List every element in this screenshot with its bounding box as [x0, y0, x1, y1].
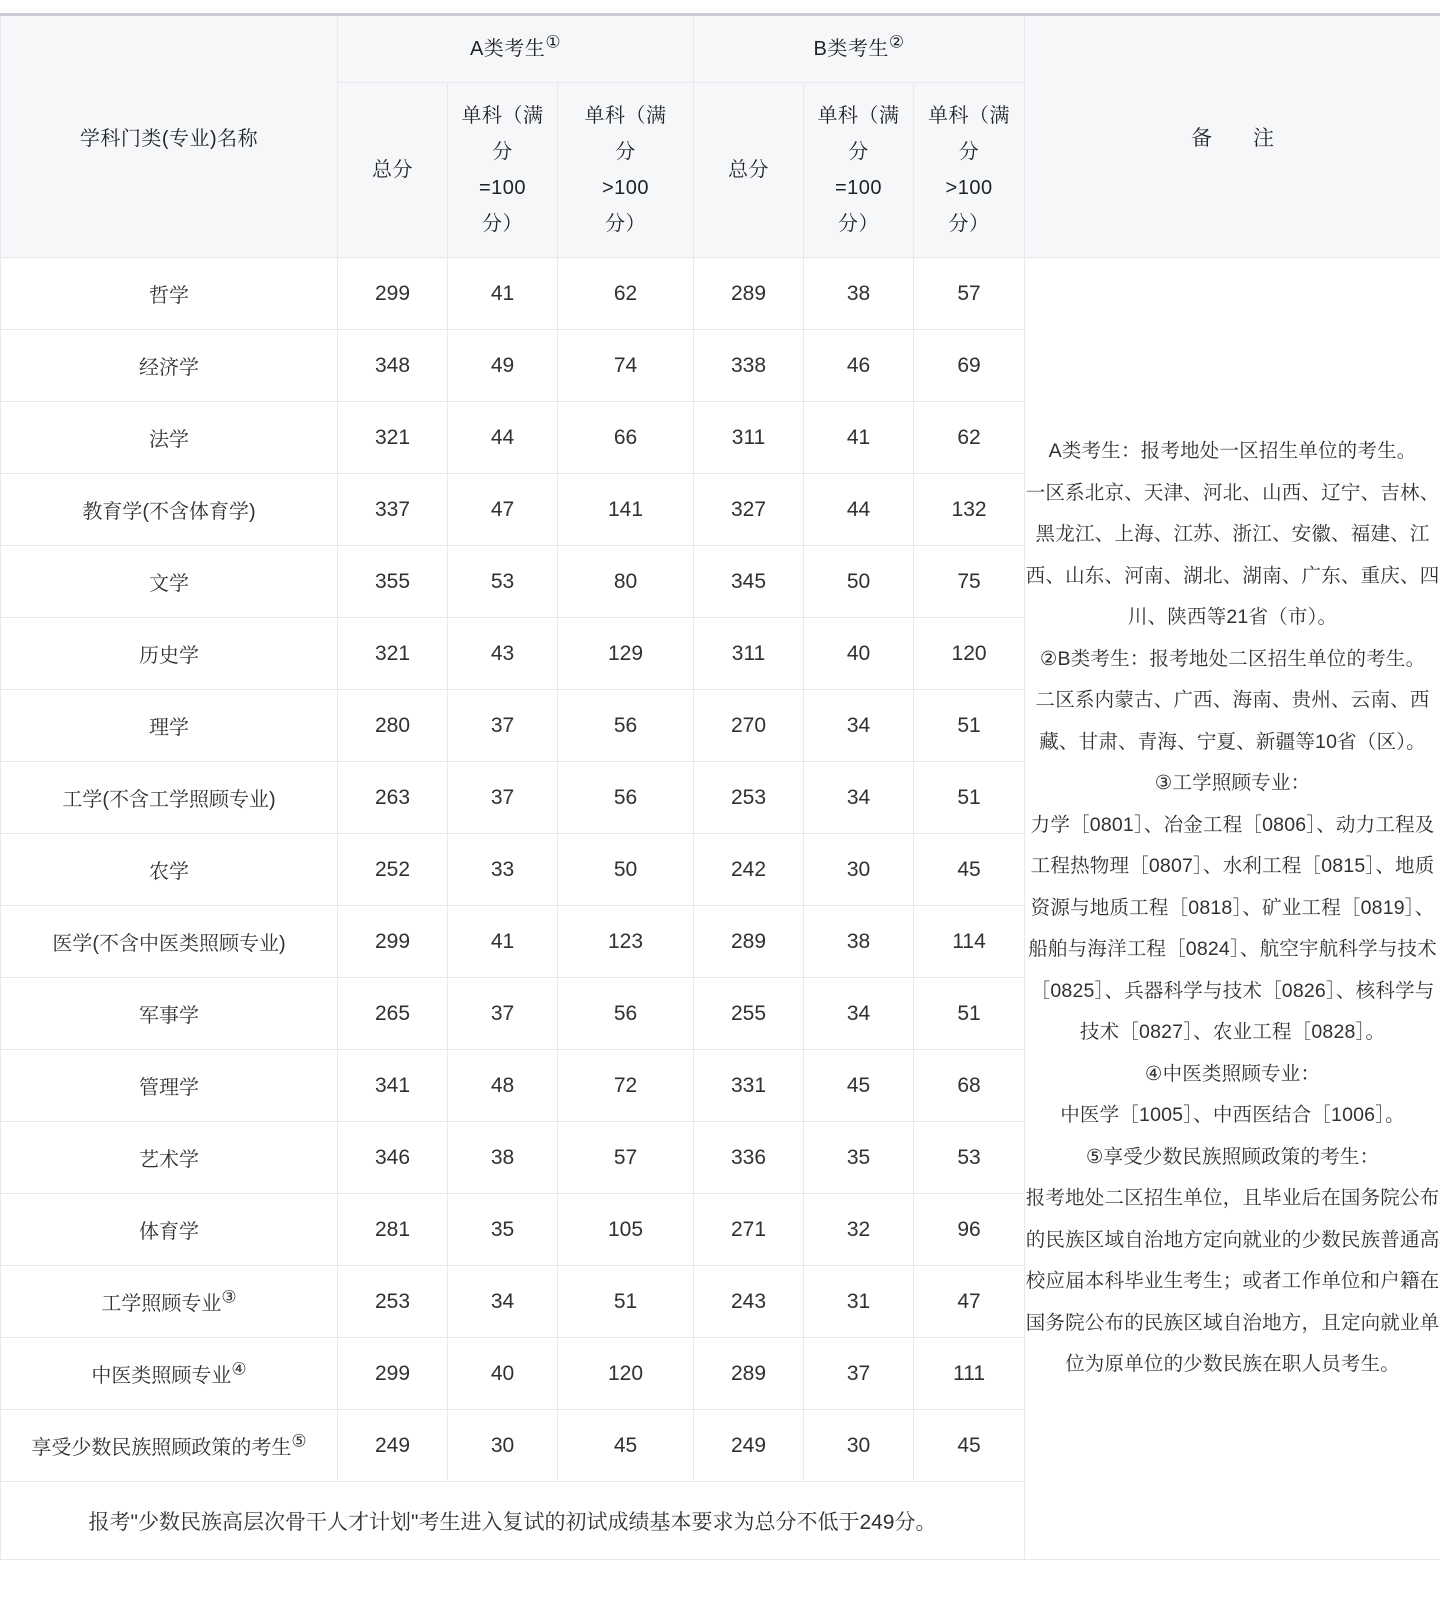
note-paragraph-1: A类考生：报考地处一区招生单位的考生。: [1048, 440, 1417, 463]
row-a-total: 252: [338, 834, 448, 906]
row-a-single-eq100: 41: [448, 258, 558, 330]
header-group-a-footnote-mark: ①: [545, 32, 562, 52]
row-a-single-gt100: 129: [558, 618, 694, 690]
row-b-total: 249: [694, 1410, 804, 1482]
row-a-single-eq100: 40: [448, 1338, 558, 1410]
row-subject-name: 艺术学: [1, 1122, 338, 1194]
row-b-total: 289: [694, 906, 804, 978]
row-b-single-eq100: 45: [804, 1050, 914, 1122]
row-subject-name: 哲学: [1, 258, 338, 330]
row-subject-name: 中医类照顾专业④: [1, 1338, 338, 1410]
row-a-total: 337: [338, 474, 448, 546]
row-a-single-eq100: 37: [448, 762, 558, 834]
header-b-single-eq100-l4: 分）: [838, 213, 880, 235]
row-a-total: 263: [338, 762, 448, 834]
row-a-single-gt100: 105: [558, 1194, 694, 1266]
header-a-single-gt100-l4: 分）: [605, 213, 647, 235]
row-a-single-gt100: 51: [558, 1266, 694, 1338]
row-a-single-eq100: 38: [448, 1122, 558, 1194]
header-b-single-eq100: [804, 83, 914, 258]
note-paragraph-9: ⑤享受少数民族照顾政策的考生：: [1085, 1145, 1380, 1168]
header-group-b: [694, 15, 1025, 83]
row-b-single-gt100: 45: [914, 1410, 1025, 1482]
row-a-total: 321: [338, 618, 448, 690]
row-a-single-eq100: 35: [448, 1194, 558, 1266]
row-a-single-eq100: 47: [448, 474, 558, 546]
header-a-total: 总分: [338, 83, 448, 258]
row-a-single-gt100: 72: [558, 1050, 694, 1122]
table-header-row-groups: [1, 15, 1440, 83]
row-b-single-gt100: 114: [914, 906, 1025, 978]
row-b-single-eq100: 46: [804, 330, 914, 402]
row-subject-name: 医学(不含中医类照顾专业): [1, 906, 338, 978]
row-b-single-eq100: 34: [804, 762, 914, 834]
row-b-single-eq100: 44: [804, 474, 914, 546]
row-b-total: 336: [694, 1122, 804, 1194]
row-a-single-eq100: 34: [448, 1266, 558, 1338]
header-b-single-gt100-l1: 单科（满: [928, 105, 1011, 127]
header-b-single-eq100-l2: 分: [848, 141, 869, 163]
row-a-single-gt100: 62: [558, 258, 694, 330]
row-b-single-eq100: 37: [804, 1338, 914, 1410]
row-b-single-gt100: 45: [914, 834, 1025, 906]
row-a-single-gt100: 45: [558, 1410, 694, 1482]
row-a-single-gt100: 50: [558, 834, 694, 906]
row-subject-name: 法学: [1, 402, 338, 474]
row-b-total: 243: [694, 1266, 804, 1338]
row-a-single-gt100: 120: [558, 1338, 694, 1410]
row-b-total: 255: [694, 978, 804, 1050]
row-a-total: 280: [338, 690, 448, 762]
row-a-single-gt100: 56: [558, 690, 694, 762]
row-subject-name: 管理学: [1, 1050, 338, 1122]
header-a-single-gt100: [558, 83, 694, 258]
row-a-single-gt100: 66: [558, 402, 694, 474]
header-group-b-label: B类考生: [813, 38, 889, 60]
row-b-total: 311: [694, 402, 804, 474]
row-subject-footnote-mark: ⑤: [291, 1431, 307, 1451]
row-subject-name: 工学(不含工学照顾专业): [1, 762, 338, 834]
header-a-single-eq100: [448, 83, 558, 258]
row-b-single-eq100: 35: [804, 1122, 914, 1194]
row-a-single-gt100: 74: [558, 330, 694, 402]
row-b-single-eq100: 32: [804, 1194, 914, 1266]
row-a-single-gt100: 123: [558, 906, 694, 978]
note-paragraph-7: ④中医类照顾专业：: [1144, 1062, 1321, 1085]
row-b-total: 327: [694, 474, 804, 546]
row-b-single-gt100: 120: [914, 618, 1025, 690]
row-b-single-gt100: 51: [914, 762, 1025, 834]
header-a-single-eq100-l2: 分: [492, 141, 513, 163]
row-subject-name: 文学: [1, 546, 338, 618]
row-subject-name: 教育学(不含体育学): [1, 474, 338, 546]
row-a-single-eq100: 33: [448, 834, 558, 906]
row-a-single-gt100: 57: [558, 1122, 694, 1194]
row-a-total: 341: [338, 1050, 448, 1122]
row-b-single-eq100: 50: [804, 546, 914, 618]
header-a-single-eq100-l4: 分）: [482, 213, 523, 235]
row-a-total: 265: [338, 978, 448, 1050]
row-a-single-gt100: 80: [558, 546, 694, 618]
row-a-total: 299: [338, 258, 448, 330]
row-b-single-eq100: 38: [804, 906, 914, 978]
notes-paragraphs: [1025, 431, 1440, 1386]
row-b-single-eq100: 30: [804, 1410, 914, 1482]
notes-column-content: [1025, 258, 1440, 1560]
header-b-single-gt100: [914, 83, 1025, 258]
row-b-single-gt100: 111: [914, 1338, 1025, 1410]
note-paragraph-5: ③工学照顾专业：: [1154, 772, 1311, 795]
row-a-total: 348: [338, 330, 448, 402]
row-b-single-gt100: 132: [914, 474, 1025, 546]
header-group-a: [338, 15, 694, 83]
row-b-single-gt100: 62: [914, 402, 1025, 474]
note-paragraph-3: ②B类考生：报考地处二区招生单位的考生。: [1039, 647, 1426, 670]
row-a-total: 321: [338, 402, 448, 474]
row-b-single-gt100: 57: [914, 258, 1025, 330]
header-b-single-eq100-l3: =100: [835, 177, 883, 199]
row-subject-footnote-mark: ③: [221, 1287, 237, 1307]
header-b-single-eq100-l1: 单科（满: [817, 105, 900, 127]
row-subject-name: 享受少数民族照顾政策的考生⑤: [1, 1410, 338, 1482]
header-group-b-footnote-mark: ②: [888, 32, 905, 52]
row-b-single-gt100: 68: [914, 1050, 1025, 1122]
header-b-total: 总分: [694, 83, 804, 258]
row-a-single-eq100: 37: [448, 978, 558, 1050]
row-b-total: 289: [694, 1338, 804, 1410]
note-paragraph-10: 报考地处二区招生单位，且毕业后在国务院公布的民族区域自治地方定向就业的少数民族普通高校应届本科毕业生考生；或者工作单位和户籍在国务院公布的民族区域自治地方，且定向就业单位为原单位的少数民族在职人员考生。: [1025, 1187, 1440, 1376]
row-a-single-gt100: 56: [558, 762, 694, 834]
footer-note: 报考"少数民族高层次骨干人才计划"考生进入复试的初试成绩基本要求为总分不低于249分。: [1, 1482, 1025, 1560]
row-b-single-eq100: 38: [804, 258, 914, 330]
row-a-single-eq100: 37: [448, 690, 558, 762]
header-subject-column: 学科门类(专业)名称: [1, 15, 338, 258]
row-b-single-eq100: 41: [804, 402, 914, 474]
row-subject-name: 理学: [1, 690, 338, 762]
row-a-single-gt100: 141: [558, 474, 694, 546]
note-paragraph-8: 中医学［1005］、中西医结合［1006］。: [1060, 1104, 1405, 1127]
row-a-total: 281: [338, 1194, 448, 1266]
row-b-total: 311: [694, 618, 804, 690]
header-b-single-gt100-l2: 分: [958, 141, 980, 163]
note-paragraph-2: 一区系北京、天津、河北、山西、辽宁、吉林、黑龙江、上海、江苏、浙江、安徽、福建、江西、山东、河南、湖北、湖南、广东、重庆、四川、陕西等21省（市）。: [1025, 481, 1440, 629]
row-a-single-eq100: 44: [448, 402, 558, 474]
row-b-single-gt100: 47: [914, 1266, 1025, 1338]
row-a-single-eq100: 30: [448, 1410, 558, 1482]
row-a-total: 346: [338, 1122, 448, 1194]
row-a-single-eq100: 49: [448, 330, 558, 402]
row-a-single-eq100: 41: [448, 906, 558, 978]
row-subject-footnote-mark: ④: [231, 1359, 247, 1379]
header-a-single-gt100-l2: 分: [615, 141, 636, 163]
row-b-single-eq100: 31: [804, 1266, 914, 1338]
table-row: [1, 258, 1440, 330]
row-b-single-eq100: 40: [804, 618, 914, 690]
row-a-total: 299: [338, 1338, 448, 1410]
header-a-single-eq100-l3: =100: [478, 177, 527, 199]
header-a-single-gt100-l1: 单科（满: [584, 105, 667, 127]
row-a-single-eq100: 53: [448, 546, 558, 618]
row-b-total: 253: [694, 762, 804, 834]
row-subject-name: 体育学: [1, 1194, 338, 1266]
header-group-a-label: A类考生: [469, 38, 546, 60]
header-a-single-gt100-l3: >100: [601, 177, 650, 199]
row-b-single-gt100: 53: [914, 1122, 1025, 1194]
row-a-total: 299: [338, 906, 448, 978]
row-b-single-gt100: 69: [914, 330, 1025, 402]
header-notes-column: 备 注: [1025, 15, 1440, 258]
row-a-single-gt100: 56: [558, 978, 694, 1050]
row-b-total: 338: [694, 330, 804, 402]
header-b-single-gt100-l4: 分）: [948, 213, 990, 235]
national-score-line-table: [0, 13, 1440, 1560]
row-b-total: 270: [694, 690, 804, 762]
row-b-single-gt100: 96: [914, 1194, 1025, 1266]
row-b-total: 289: [694, 258, 804, 330]
row-b-total: 331: [694, 1050, 804, 1122]
row-subject-name: 历史学: [1, 618, 338, 690]
row-b-total: 271: [694, 1194, 804, 1266]
row-a-total: 253: [338, 1266, 448, 1338]
row-subject-name: 军事学: [1, 978, 338, 1050]
row-b-single-eq100: 34: [804, 978, 914, 1050]
row-b-single-gt100: 51: [914, 978, 1025, 1050]
row-a-total: 249: [338, 1410, 448, 1482]
note-paragraph-4: 二区系内蒙古、广西、海南、贵州、云南、西藏、甘肃、青海、宁夏、新疆等10省（区）。: [1035, 689, 1430, 753]
row-a-total: 355: [338, 546, 448, 618]
row-b-total: 345: [694, 546, 804, 618]
row-subject-name: 经济学: [1, 330, 338, 402]
row-a-single-eq100: 48: [448, 1050, 558, 1122]
row-b-single-eq100: 30: [804, 834, 914, 906]
note-paragraph-6: 力学［0801］、冶金工程［0806］、动力工程及工程热物理［0807］、水利工程［0815］、地质资源与地质工程［0818］、矿业工程［0819］、船舶与海洋工程［0824］、航空宇航科学与技术［0825］、兵器科学与技术［0826］、核科学与技术［0827］、农业工程［0828］。: [1028, 813, 1437, 1044]
row-b-single-gt100: 75: [914, 546, 1025, 618]
header-a-single-eq100-l1: 单科（满: [461, 105, 544, 127]
row-subject-name: 农学: [1, 834, 338, 906]
row-b-total: 242: [694, 834, 804, 906]
header-b-single-gt100-l3: >100: [945, 177, 993, 199]
row-a-single-eq100: 43: [448, 618, 558, 690]
row-b-single-eq100: 34: [804, 690, 914, 762]
row-subject-name: 工学照顾专业③: [1, 1266, 338, 1338]
row-b-single-gt100: 51: [914, 690, 1025, 762]
